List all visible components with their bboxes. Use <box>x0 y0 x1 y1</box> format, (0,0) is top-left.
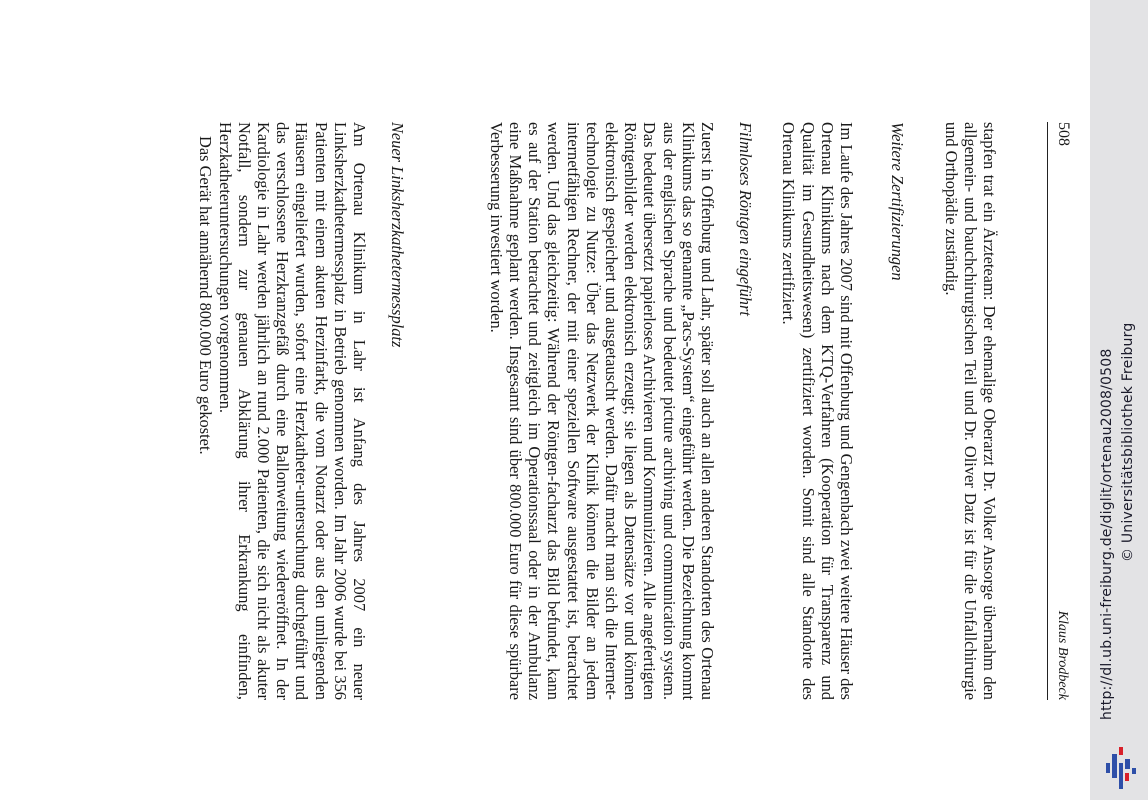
logo-block <box>1119 763 1123 789</box>
section-filmloses-roentgen <box>735 122 755 700</box>
section-linksherzkathetermessplatz <box>387 122 407 700</box>
library-sidebar <box>1090 0 1148 800</box>
logo-block <box>1119 747 1123 755</box>
paragraph-intro <box>941 122 999 700</box>
page-number: 508 <box>1055 122 1072 146</box>
logo-block <box>1125 773 1129 781</box>
paragraph-text: stapfen trat ein Ärzteteam: Der ehemalige Oberarzt Dr. Volker Ansorge übernahm den allgemein- und bauchchirurgischen Teil und Dr. Oliver Datz ist für die Unfallchirurgie und Orthopädie zuständig. <box>941 122 999 700</box>
logo-block <box>1132 768 1136 774</box>
paragraph-text: Im Laufe des Jahres 2007 sind mit Offenburg und Gengenbach zwei weitere Häuser des Ortenau Klinikums nach dem KTQ-Verfahren (Kooperation für Transparenz und Qualität im Gesundheitswesen) zertifiziert worden. Somit sind alle Standorte des Ortenau Klinikums zertifiziert. <box>779 122 856 700</box>
library-logo-icon <box>1098 742 1144 792</box>
source-url-link[interactable]: http://dl.ub.uni-freiburg.de/diglit/ortenau2008/0508 <box>1099 348 1115 720</box>
logo-block <box>1112 754 1117 778</box>
paragraph-roentgen <box>487 122 717 700</box>
paragraph-text: Zuerst in Offenburg und Lahr, später soll auch an allen anderen Standorten des Ortenau Klinikums das so genannte „Pacs-System“ eingeführt werden. Die Bezeichnung kommt aus der englischen Sprache und bedeutet picture archiving und communication system. Das bedeutet übersetzt papierloses Archivieren und Kommunizieren. Alle angefertigten Röntgenbilder werden elektronisch erzeugt; sie liegen als Datensätze vor und können elektronisch gespeichert und ausgetauscht werden. Dafür macht man sich die Internet-technologie zu Nutze: Über das Netzwerk der Klinik können die Bilder an jedem internetfähigen Rechner, der mit einer speziellen Software ausgestattet ist, betrachtet werden. Und das gleichzeitig: Während der Röntgen-facharzt das Bild befundet, kann es auf der Station betrachtet und zeitgleich im Operationssaal oder in der Ambulanz eine Maßnahme geplant werden. Insgesamt sind über 800.000 Euro für diese spürbare Verbesserung investiert worden. <box>486 122 717 700</box>
paragraph-linksherzkatheter <box>196 122 369 700</box>
section-weitere-zertifizierungen <box>887 122 907 700</box>
paragraph-zertifizierungen <box>779 122 856 700</box>
logo-block <box>1106 763 1110 773</box>
section-heading: Filmloses Röntgen eingeführt <box>736 122 755 316</box>
copyright-notice: © Universitätsbibliothek Freiburg <box>1120 322 1136 562</box>
running-head-author: Klaus Brodbeck <box>1055 610 1070 700</box>
paragraph-text: Am Ortenau Klinikum in Lahr ist Anfang des Jahres 2007 ein neuer Linksherzkathetermessplatz in Betrieb genommen worden. Im Jahr 2006 wurde bei 356 Patienten mit einem akuten Herzinfarkt, die vom Notarzt oder aus den umliegenden Häusern eingeliefert wurden, sofort eine Herzkatheter-untersuchung durchgeführt und das verschlossene Herzkranzgefäß durch eine Ballonweitung wiedereröffnet. In der Kardiologie in Lahr werden jährlich an rund 2.000 Patienten, die sich nicht als akuter Notfall, sondern zur genauen Abklärung ihrer Erkrankung einfinden, Herzkatheteruntersuchungen vorgenommen. <box>215 122 369 700</box>
section-heading: Neuer Linksherzkathetermessplatz <box>388 122 407 348</box>
logo-block <box>1125 759 1130 769</box>
paragraph-text-cost <box>196 122 215 700</box>
running-header <box>1047 122 1074 700</box>
section-heading: Weitere Zertifizierungen <box>888 122 907 281</box>
paragraph-cost: Das Gerät hat annähernd 800.000 Euro gekostet. <box>196 136 216 455</box>
document-page <box>60 0 1090 800</box>
